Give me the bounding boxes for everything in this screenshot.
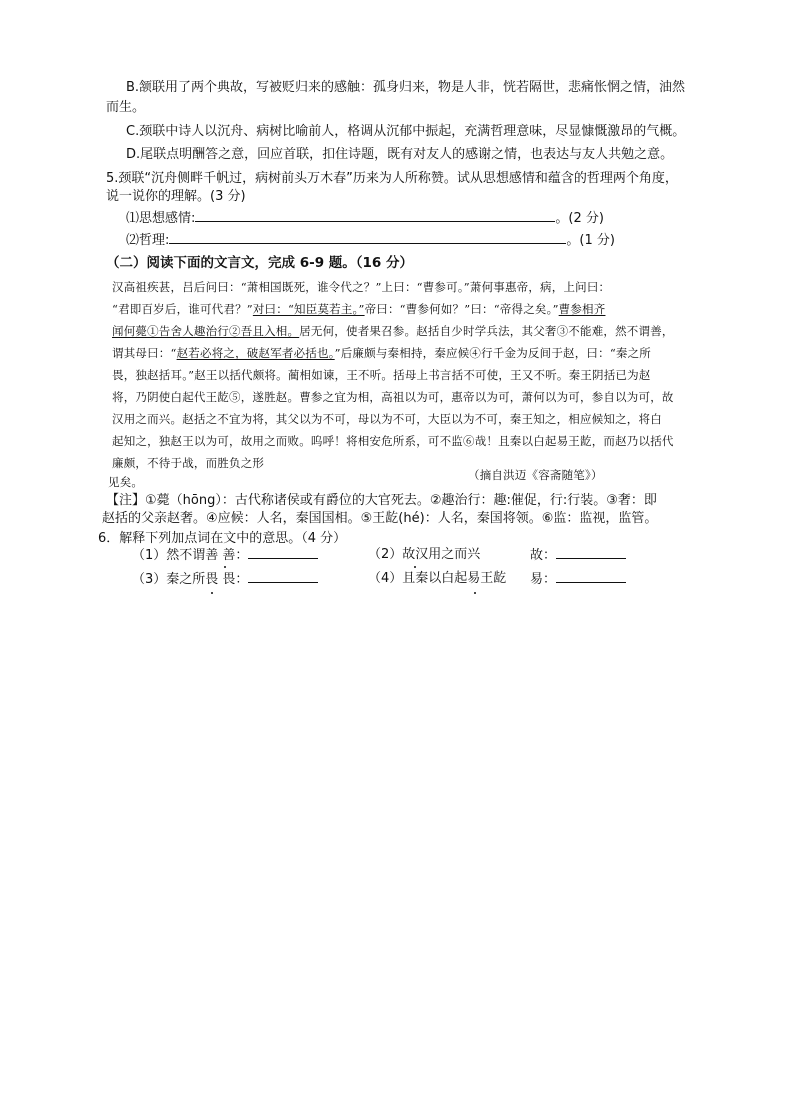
question-6-title: 6．解释下列加点词在文中的意思。（4 分） (98, 531, 347, 546)
question-5-item2 (126, 230, 615, 250)
question-5-line2: 说一说你的理解。(3 分) (106, 189, 246, 204)
question-5-line1: 5.颈联“沉舟侧畔千帆过，病树前头万木春”历来为人所称赞。试从思想感情和蕴含的哲理两个角度， (106, 171, 678, 186)
option-c: C.颈联中诗人以沉舟、病树比喻前人，格调从沉郁中振起，充满哲理意味，尽显慷慨激昂的气概。 (126, 124, 686, 139)
item1-label: ⑴思想感情: (126, 211, 196, 226)
underlined-sentence-3: 赵若必将之，破赵军者必括也。 (176, 346, 335, 360)
underlined-sentence-1: 对曰：“知臣莫若主。” (252, 302, 365, 316)
q6-item-4-answer: 易： (530, 570, 626, 589)
passage-line-5: 畏，独赵括耳。”赵王以括代颇将。蔺相如谏，王不听。括母上书言括不可使，王又不听。秦王阴括已为赵 (112, 368, 651, 382)
q6-item-2-answer: 故： (530, 546, 626, 565)
passage-line-9: 廉颇，不待于战，而胜负之形 (112, 456, 265, 470)
passage-line-3: 闻何薨①告舍人趣治行②吾且入相。居无何，使者果召参。赵括自少时学兵法，其父奢③不能难，然不谓善， (112, 324, 674, 338)
underlined-sentence-2b: 闻何薨①告舍人趣治行②吾且入相。 (112, 324, 300, 338)
emphasis-dot (211, 592, 213, 594)
item2-answer-blank[interactable] (169, 230, 566, 244)
passage-line-2: “君即百岁后，谁可代君？”对曰：“知臣莫若主。”帝曰：“曹参何如？”曰：“帝得之矣。”曹参相齐 (112, 302, 606, 316)
q6-item-1: （1）然不谓善 善： (132, 546, 318, 565)
item1-score: 。(2 分) (555, 211, 604, 226)
emphasis-dot (474, 592, 476, 594)
passage-line-4: 谓其母曰：“赵若必将之，破赵军者必括也。”后廉颇与秦相持，秦应候④行千金为反间于赵，曰：“秦之所 (112, 346, 652, 360)
q6-item-3-blank[interactable] (248, 570, 318, 583)
passage-line-7: 汉用之而兴。赵括之不宜为将，其父以为不可，母以为不可，大臣以为不可，秦王知之，相应候知之，将白 (112, 412, 662, 426)
option-b-line2: 而生。 (106, 100, 146, 115)
option-d: D.尾联点明酬答之意，回应首联，扣住诗题，既有对友人的感谢之情，也表达与友人共勉之意。 (126, 147, 674, 162)
notes-line-2: 赵括的父亲赵奢。④应候：人名，秦国国相。⑤王龁(hé)：人名，秦国将领。⑥监：监视，监管。 (102, 511, 658, 526)
q6-item-2: （2）故汉用之而兴 (368, 547, 481, 562)
q6-item-3: （3）秦之所畏 畏： (132, 570, 318, 589)
q6-item-1-blank[interactable] (248, 546, 318, 559)
item1-answer-blank[interactable] (195, 208, 555, 222)
passage-line-10: 见矣。 (108, 475, 144, 489)
passage-source: （摘自洪迈《容斋随笔》） (468, 468, 603, 482)
item2-score: 。(1 分) (566, 233, 615, 248)
item2-label: ⑵哲理: (126, 233, 170, 248)
q6-item-2-blank[interactable] (556, 546, 626, 559)
emphasis-dot (414, 566, 416, 568)
section-2-title: （二）阅读下面的文言文，完成 6-9 题。（16 分） (106, 255, 414, 271)
q6-item-4: （4）且秦以白起易王龁 (368, 571, 507, 586)
passage-line-1: 汉高祖疾甚，吕后问曰：“萧相国既死，谁令代之？”上曰：“曹参可。”萧何事惠帝，病，上问曰： (112, 280, 611, 294)
question-5-item1 (126, 208, 604, 228)
passage-line-8: 起知之，独赵王以为可，故用之而败。呜呼！将相安危所系，可不监⑥哉！且秦以白起易王龁，而赵乃以括代 (112, 434, 674, 448)
notes-line-1: 【注】①薨（hōng）：古代称诸侯或有爵位的大官死去。②趣治行：趣:催促，行:行装。③奢：即 (106, 493, 657, 508)
option-b-line1: B.颔联用了两个典故，写被贬归来的感触：孤身归来，物是人非，恍若隔世，悲痛怅惘之情，油然 (126, 80, 686, 95)
underlined-sentence-2a: 曹参相齐 (558, 302, 606, 316)
passage-line-6: 将，乃阴使白起代王龁⑤，遂胜赵。曹参之宜为相，高祖以为可，惠帝以为可，萧何以为可，参自以为可，故 (112, 390, 674, 404)
emphasis-dot (224, 566, 226, 568)
q6-item-4-blank[interactable] (556, 570, 626, 583)
